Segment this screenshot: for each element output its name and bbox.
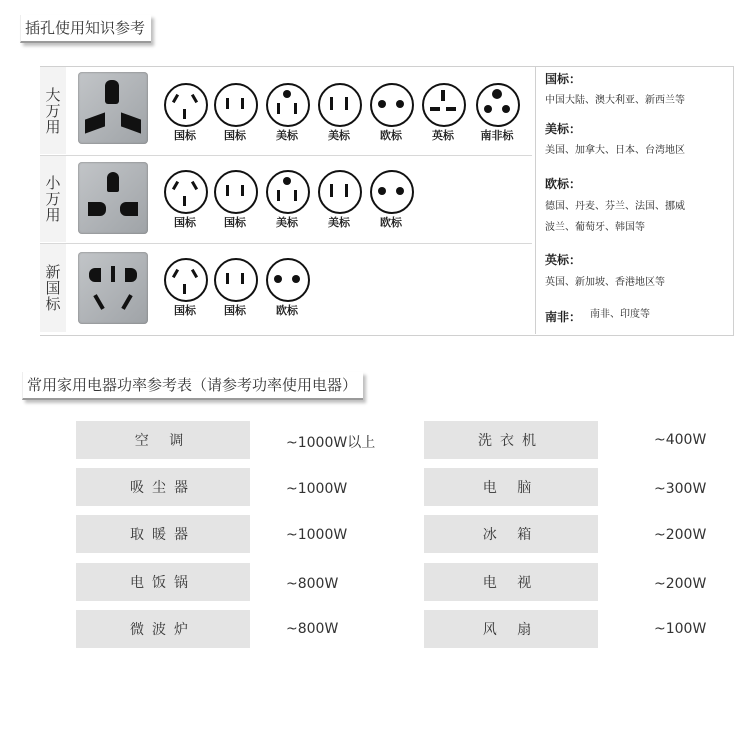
appliance-power: ~300W (654, 481, 707, 497)
appliance-power: ~400W (654, 432, 707, 448)
appliance-power: ~1000W以上 (286, 435, 376, 451)
universal-socket-image (78, 162, 148, 234)
plug-section-title: 插孔使用知识参考 (20, 15, 151, 43)
info-title-oubiao: 欧标： (545, 177, 582, 191)
outlet-guobiao-3pin: 国标 (164, 170, 206, 230)
appliance-name: 吸尘器 (76, 468, 250, 506)
outlet-meibiao-2pin: 美标 (318, 83, 360, 143)
appliance-power: ~1000W (286, 481, 348, 497)
outlet-guobiao-2pin: 国标 (214, 83, 256, 143)
appliance-name: 电饭锅 (76, 563, 250, 601)
appliance-power: ~1000W (286, 527, 348, 543)
info-title-nanfei: 南非： (545, 310, 582, 324)
appliance-power: ~200W (654, 527, 707, 543)
row-divider (40, 243, 532, 244)
appliance-name: 取暖器 (76, 515, 250, 553)
outlet-yingbiao: 英标 (422, 83, 464, 143)
appliance-name: 冰 箱 (424, 515, 598, 553)
appliance-name: 洗衣机 (424, 421, 598, 459)
outlet-guobiao-2pin: 国标 (214, 170, 256, 230)
appliance-power: ~800W (286, 576, 339, 592)
power-section-title: 常用家用电器功率参考表（请参考功率使用电器） (22, 372, 363, 400)
outlet-guobiao-3pin: 国标 (164, 83, 206, 143)
appliance-name: 空 调 (76, 421, 250, 459)
info-text-oubiao-2: 波兰、葡萄牙、韩国等 (545, 222, 645, 233)
outlet-oubiao: 欧标 (370, 170, 412, 230)
appliance-power: ~800W (286, 621, 339, 637)
appliance-name: 风 扇 (424, 610, 598, 648)
appliance-power: ~100W (654, 621, 707, 637)
outlet-meibiao-3pin: 美标 (266, 170, 308, 230)
outlet-nanfei: 南非标 (476, 83, 518, 143)
outlet-meibiao-2pin: 美标 (318, 170, 360, 230)
outlet-meibiao-3pin: 美标 (266, 83, 308, 143)
appliance-name: 微波炉 (76, 610, 250, 648)
info-text-oubiao-1: 德国、丹麦、芬兰、法国、挪威 (545, 201, 685, 212)
info-text-nanfei: 南非、印度等 (590, 309, 650, 320)
info-text-meibiao: 美国、加拿大、日本、台湾地区 (545, 145, 685, 156)
info-title-guobiao: 国标： (545, 72, 582, 86)
universal-socket-image (78, 72, 148, 144)
appliance-name: 电 视 (424, 563, 598, 601)
appliance-name: 电 脑 (424, 468, 598, 506)
outlet-oubiao: 欧标 (370, 83, 412, 143)
appliance-power: ~200W (654, 576, 707, 592)
outlet-oubiao: 欧标 (266, 258, 308, 318)
info-text-yingbiao: 英国、新加坡、香港地区等 (545, 277, 665, 288)
outlet-guobiao-2pin: 国标 (214, 258, 256, 318)
row-divider (40, 155, 532, 156)
row-label-small-universal: 小万用 (40, 156, 66, 242)
outlet-guobiao-3pin: 国标 (164, 258, 206, 318)
info-title-yingbiao: 英标： (545, 253, 582, 267)
new-national-socket-image (78, 252, 148, 324)
row-label-new-national: 新国标 (40, 244, 66, 332)
info-title-meibiao: 美标： (545, 122, 582, 136)
info-text-guobiao: 中国大陆、澳大利亚、新西兰等 (545, 95, 685, 106)
row-label-big-universal: 大万用 (40, 67, 66, 154)
